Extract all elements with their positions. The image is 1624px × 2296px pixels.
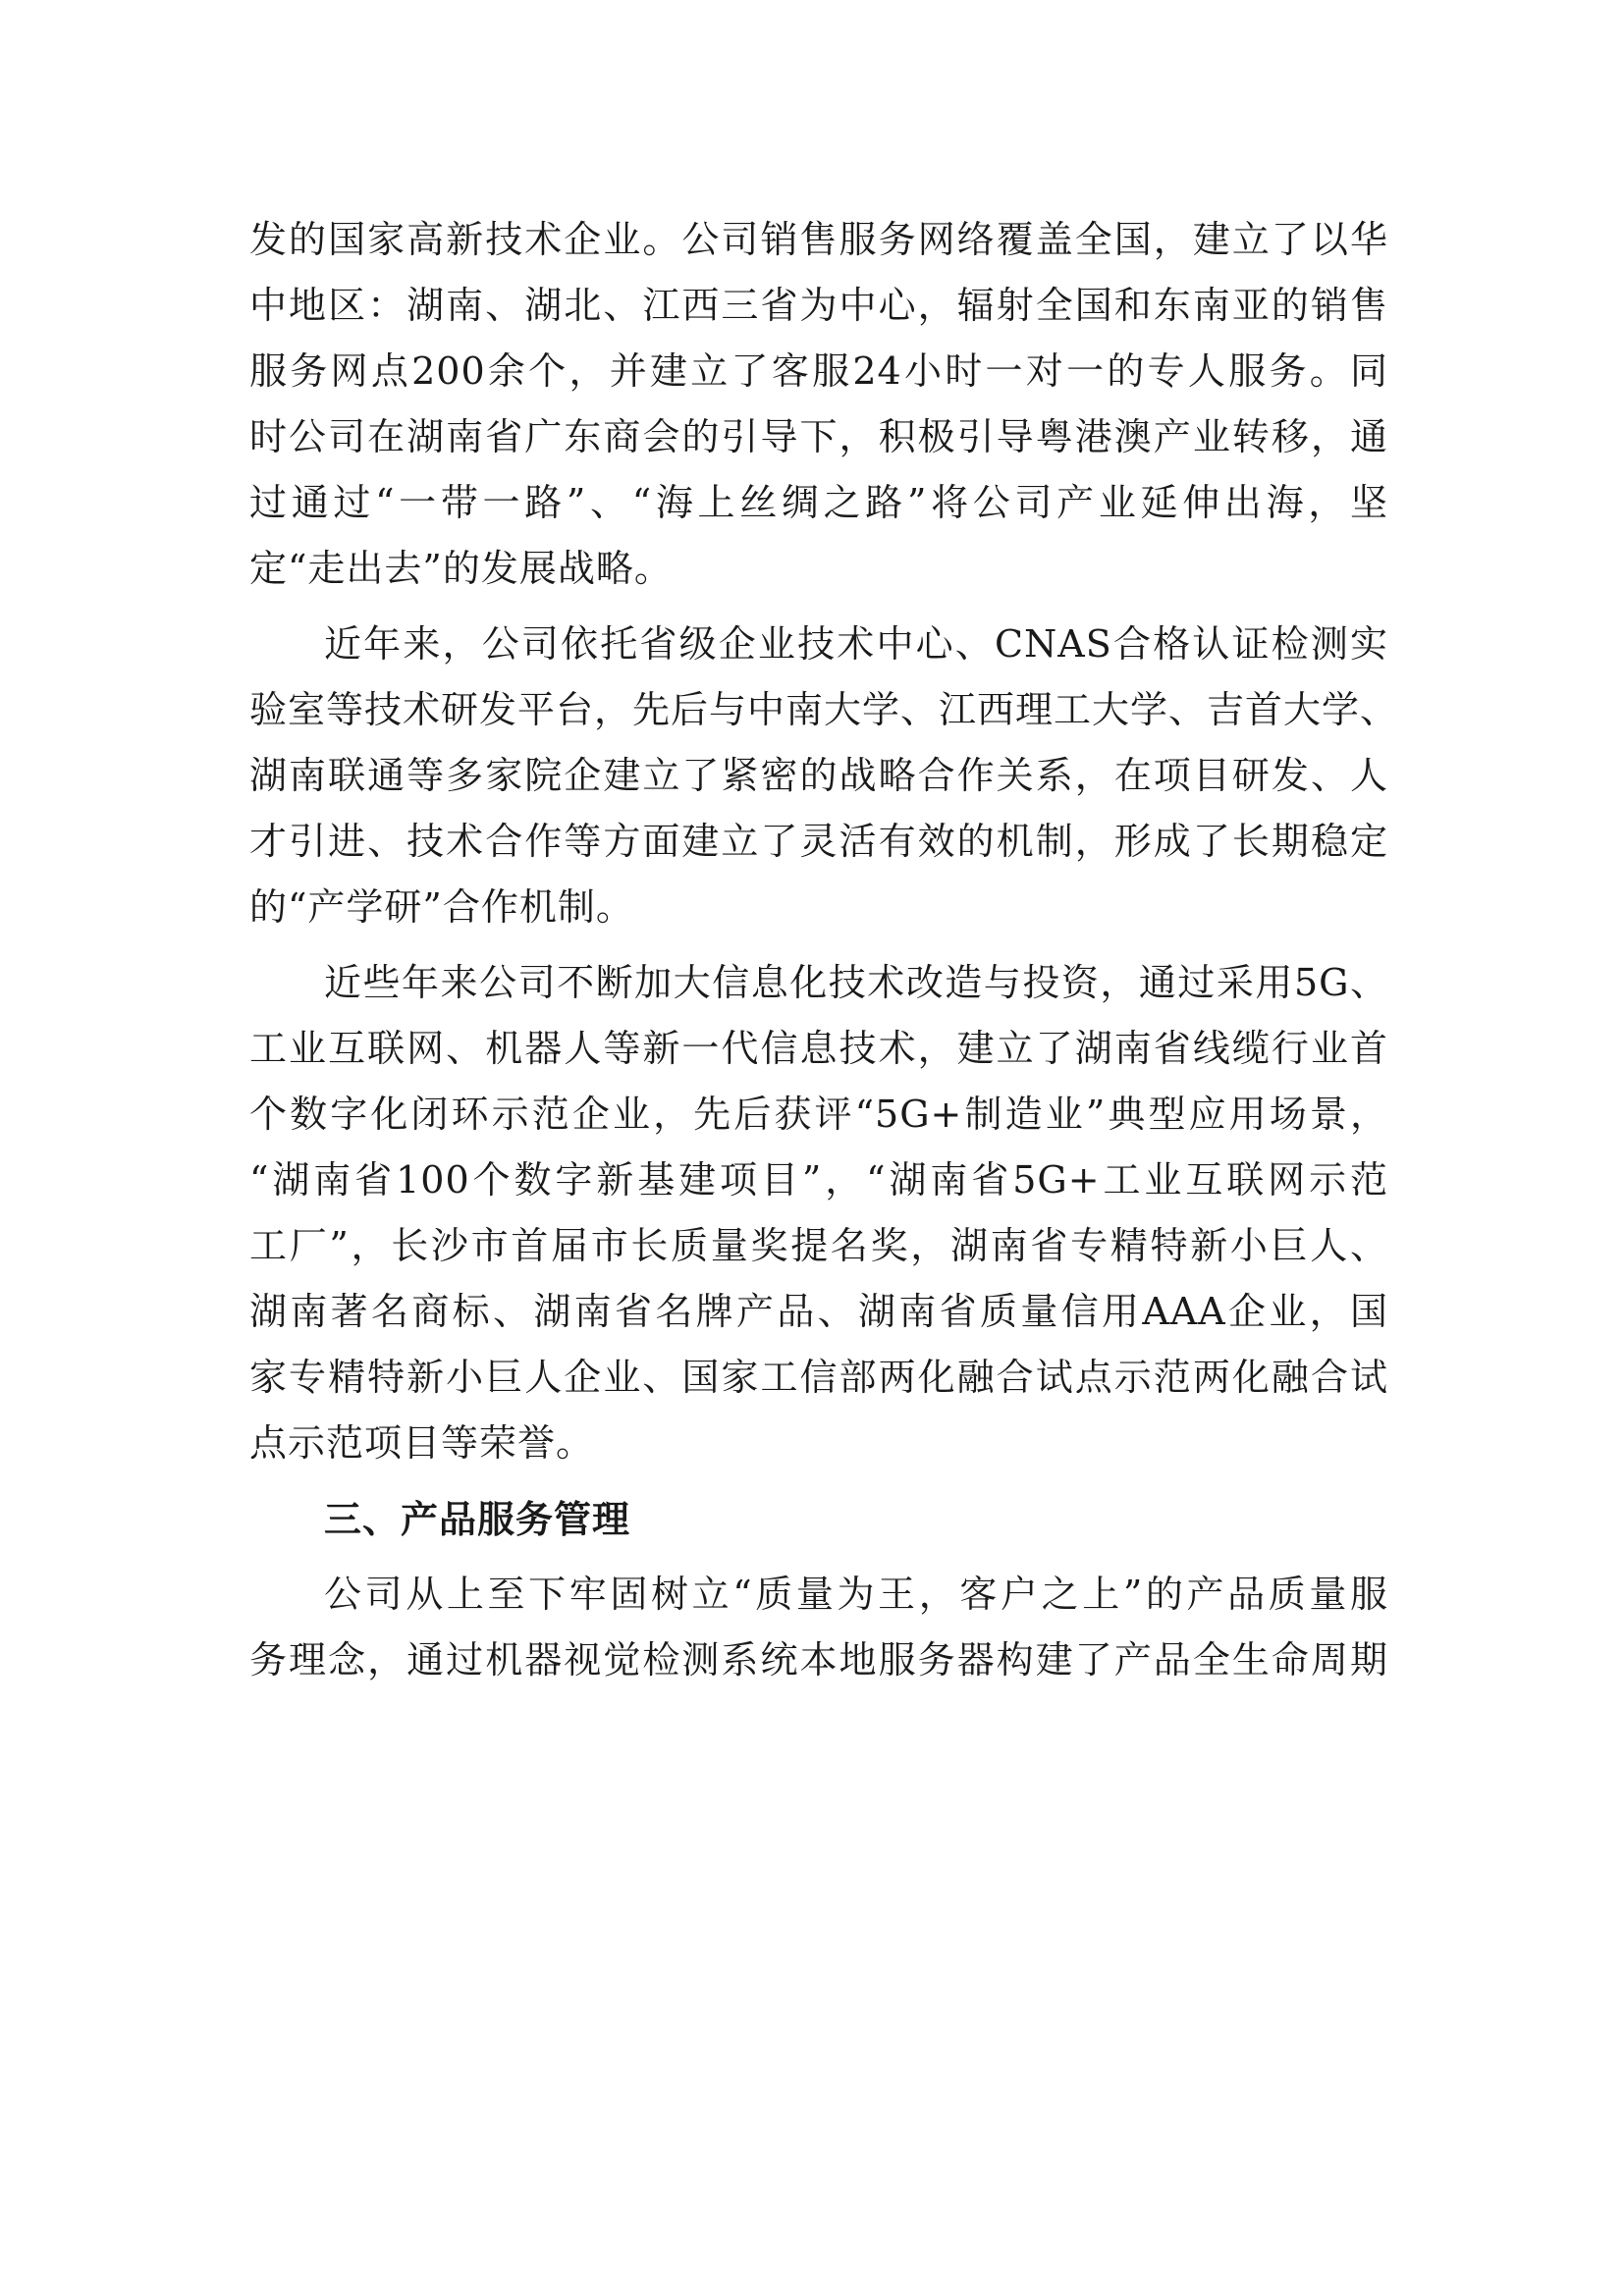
text-line: 务理念，通过机器视觉检测系统本地服务器构建了产品全生命周期 [249, 1638, 1388, 1682]
text-line: 工业互联网、机器人等新一代信息技术，建立了湖南省线缆行业首 [249, 1027, 1388, 1070]
text-line: 发的国家高新技术企业。公司销售服务网络覆盖全国，建立了以华 [249, 218, 1388, 261]
text-line: 过通过“一带一路”、“海上丝绸之路”将公司产业延伸出海，坚 [249, 481, 1388, 524]
text-line: 公司从上至下牢固树立“质量为王，客户之上”的产品质量服 [324, 1573, 1388, 1616]
text-line: 点示范项目等荣誉。 [249, 1421, 595, 1465]
section-heading: 三、产品服务管理 [324, 1497, 631, 1541]
text-line: “湖南省100个数字新基建项目”，“湖南省5G+工业互联网示范 [249, 1158, 1388, 1201]
text-line: 近年来，公司依托省级企业技术中心、CNAS合格认证检测实 [324, 622, 1388, 666]
text-line: 湖南联通等多家院企建立了紧密的战略合作关系，在项目研发、人 [249, 754, 1388, 797]
text-line: 定“走出去”的发展战略。 [249, 547, 673, 590]
document-body [249, 207, 1399, 1693]
text-line: 服务网点200余个，并建立了客服24小时一对一的专人服务。同 [249, 349, 1388, 393]
text-line: 近些年来公司不断加大信息化技术改造与投资，通过采用5G、 [324, 961, 1388, 1004]
text-line: 湖南著名商标、湖南省名牌产品、湖南省质量信用AAA企业，国 [249, 1290, 1388, 1333]
text-line: 才引进、技术合作等方面建立了灵活有效的机制，形成了长期稳定 [249, 820, 1388, 863]
paragraph-product-quality [249, 1562, 1388, 1693]
text-line: 验室等技术研发平台，先后与中南大学、江西理工大学、吉首大学、 [249, 688, 1399, 731]
text-line: 时公司在湖南省广东商会的引导下，积极引导粤港澳产业转移，通 [249, 415, 1388, 458]
text-line: 家专精特新小巨人企业、国家工信部两化融合试点示范两化融合试 [249, 1356, 1388, 1399]
text-line: 个数字化闭环示范企业，先后获评“5G+制造业”典型应用场景， [249, 1093, 1388, 1136]
paragraph-sales-network [249, 207, 1388, 602]
paragraph-digital-transformation [249, 950, 1388, 1476]
paragraph-research-cooperation [249, 612, 1399, 940]
text-line: 工厂”，长沙市首届市长质量奖提名奖，湖南省专精特新小巨人、 [249, 1224, 1388, 1267]
text-line: 中地区：湖南、湖北、江西三省为中心，辐射全国和东南亚的销售 [249, 284, 1388, 327]
text-line: 的“产学研”合作机制。 [249, 885, 634, 929]
